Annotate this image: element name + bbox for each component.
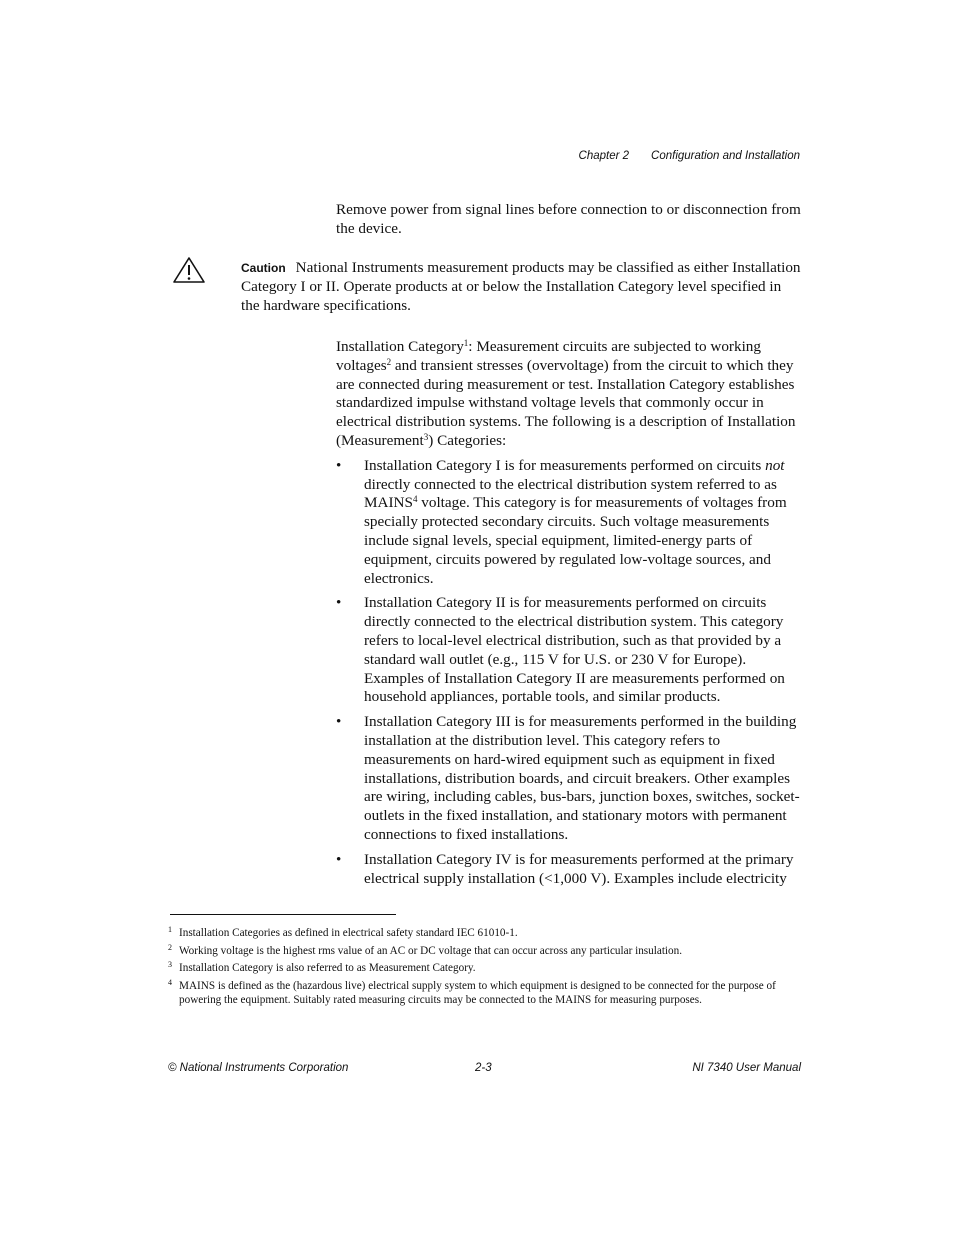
caution-label: Caution	[241, 261, 286, 275]
page-number: 2-3	[475, 1062, 492, 1074]
list-item-category-2: • Installation Category II is for measurements performed on circuits directly connected to the electrical distribution system. This category refers to local-level electrical distribution, such as that provided by a standard wall outlet (e.g., 115 V for U.S. or 230 V for Europe). Examples of Installation Category II are measurements performed on household appliances, portable tools, and similar products.	[336, 594, 785, 706]
intro-paragraph: Remove power from signal lines before connection to or disconnection from the device.	[336, 201, 801, 237]
list-item-category-4: • Installation Category IV is for measurements performed at the primary electrical supply installation (<1,000 V). Examples include electricity	[336, 850, 794, 887]
bullet-icon: •	[336, 713, 342, 731]
category-intro-paragraph: Installation Category$^1$: Measurement circuits are subjected to working voltages$^2$ and transient stresses (overvoltage) from the circuit to which they are connected during measurement or test. Installation Category establishes standardized impulse withstand voltage levels that commonly occur in electrical distribution systems. The following is a description of Installation (Measurement$^3$) Categories:	[336, 338, 796, 449]
page-footer	[168, 1062, 801, 1078]
category-list	[336, 457, 802, 889]
footnotes	[168, 926, 798, 1011]
running-header	[579, 150, 800, 162]
footnote-2: 2 Working voltage is the highest rms value of an AC or DC voltage that can occur across any particular insulation.	[168, 942, 683, 957]
list-item-category-3: • Installation Category III is for measurements performed in the building installation at the distribution level. This category refers to measurements on hard-wired equipment such as equipment in fixed installations, distribution boards, and circuit breakers. Other examples are wiring, including cables, bus-bars, junction boxes, switches, socket-outlets in the fixed installation, and stationary motors with permanent connections to fixed installations.	[336, 713, 800, 843]
warning-triangle-icon	[172, 256, 206, 284]
footnote-1: 1 Installation Categories as defined in electrical safety standard IEC 61010-1.	[168, 925, 518, 939]
bullet-icon: •	[336, 850, 342, 868]
footnote-3: 3 Installation Category is also referred to as Measurement Category.	[168, 960, 476, 974]
caution-note	[241, 259, 801, 315]
list-item-category-1: • Installation Category I is for measurements performed on circuits not directly connected to the electrical distribution system referred to as MAINS$^4$ voltage. This category is for measurements of voltages from specially protected secondary circuits. Such voltage measurements include signal levels, special equipment, limited-energy parts of equipment, circuits powered by regulated low-voltage sources, and electronics.	[336, 456, 787, 587]
footer-copyright: © National Instruments Corporation	[168, 1062, 349, 1074]
bullet-icon: •	[336, 456, 342, 474]
bullet-icon: •	[336, 594, 342, 612]
installation-category-section	[336, 338, 802, 894]
caution-text: National Instruments measurement products may be classified as either Installation Category I or II. Operate products at or below the Installation Category level specified in the hardware specifications.	[241, 259, 801, 314]
footnote-ref-4: 4	[412, 494, 418, 505]
header-chapter: Chapter 2	[578, 150, 630, 162]
footnote-ref-3: 3	[423, 431, 429, 442]
footnote-ref-1: 1	[463, 338, 469, 348]
header-section: Configuration and Installation	[651, 150, 800, 162]
footnote-divider	[170, 914, 396, 915]
footer-manual-title: NI 7340 User Manual	[692, 1062, 801, 1074]
footnote-4: 4 MAINS is defined as the (hazardous live) electrical supply system to which equipment is designed to be connected for the purpose of powering the equipment. Suitably rated measuring circuits may be connected to the MAINS for measuring purposes.	[168, 977, 776, 1006]
footnote-ref-2: 2	[386, 356, 392, 367]
